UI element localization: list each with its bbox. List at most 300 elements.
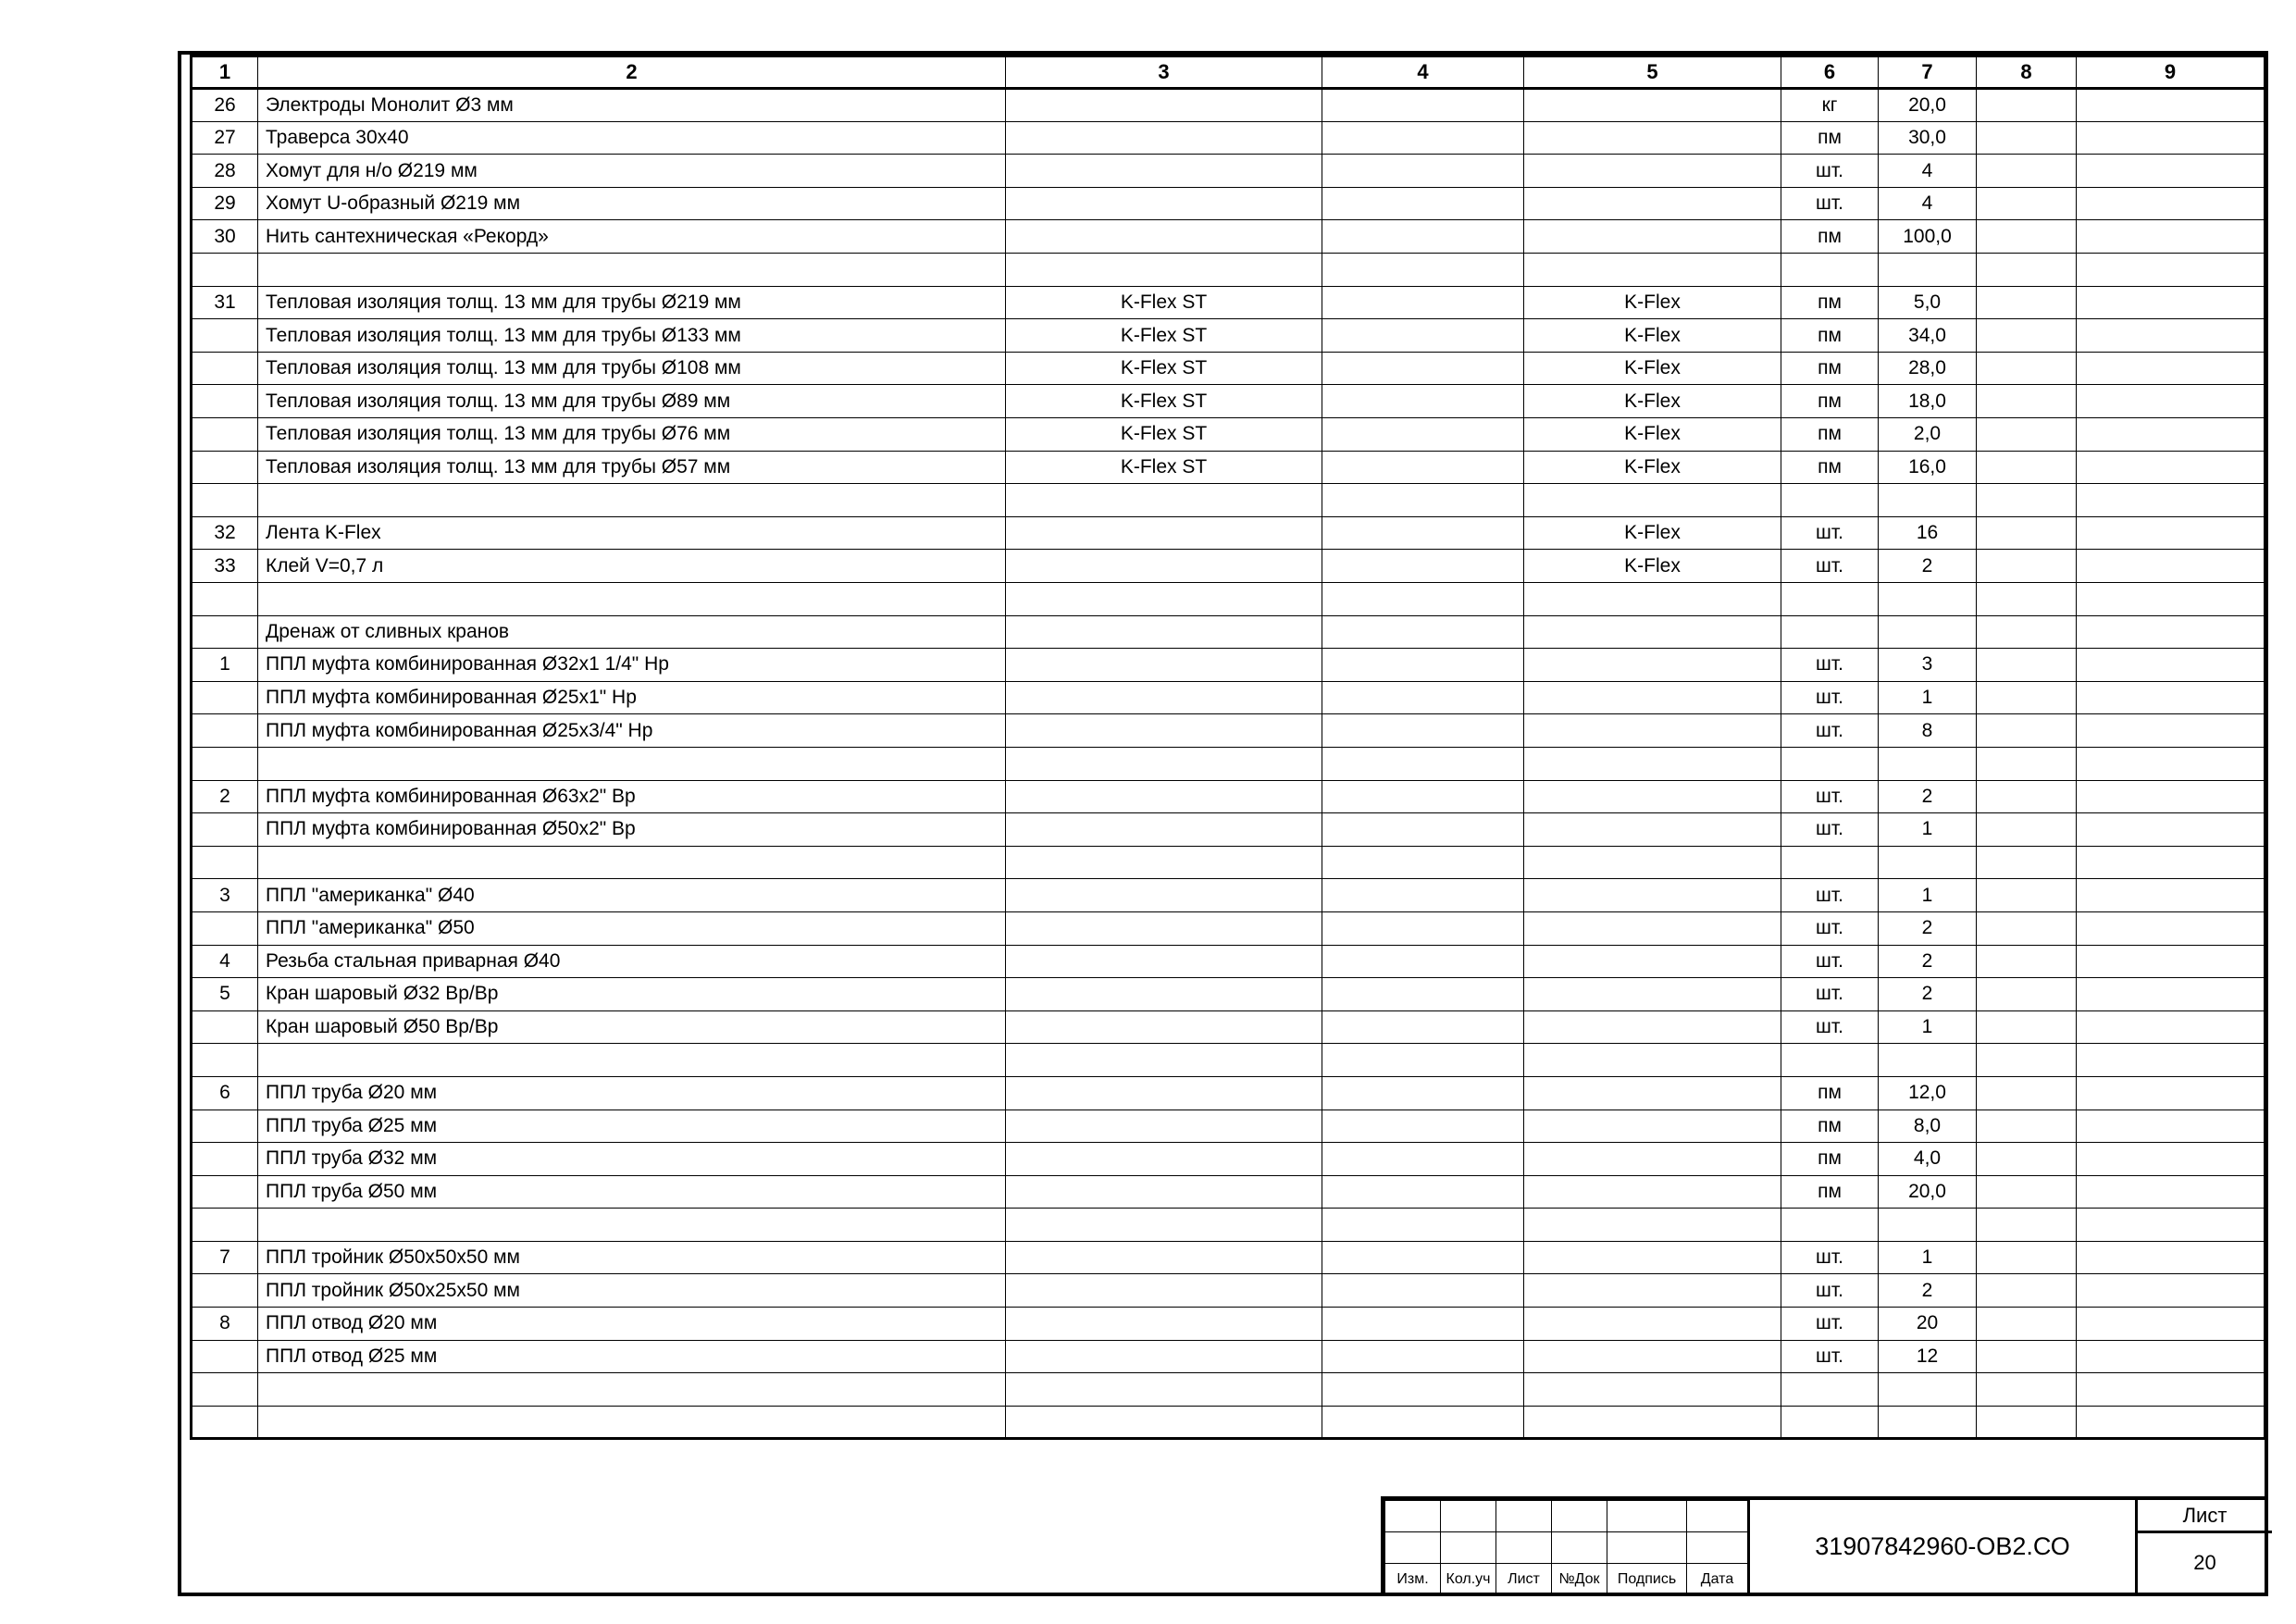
table-cell: [1781, 846, 1879, 879]
table-cell: [192, 451, 258, 484]
table-cell: [2077, 1241, 2265, 1274]
table-cell: [2077, 1110, 2265, 1143]
table-cell: [1322, 484, 1524, 517]
table-cell: [2077, 121, 2265, 155]
table-cell: ППЛ муфта комбинированная Ø32х1 1/4" Нр: [258, 649, 1006, 682]
table-cell: [1006, 220, 1322, 254]
table-cell: [1322, 352, 1524, 385]
table-cell: [2077, 1373, 2265, 1407]
table-cell: 2: [1879, 911, 1977, 945]
table-cell: [1322, 516, 1524, 550]
table-cell: [1006, 1274, 1322, 1308]
table-cell: [1524, 121, 1781, 155]
table-row: [192, 649, 2265, 682]
table-cell: [1322, 911, 1524, 945]
table-cell: шт.: [1781, 879, 1879, 912]
revision-label: Кол.уч: [1441, 1564, 1496, 1596]
table-cell: [1977, 1044, 2077, 1077]
table-cell: пм: [1781, 121, 1879, 155]
table-cell: 20,0: [1879, 89, 1977, 122]
table-cell: [1322, 1175, 1524, 1209]
table-cell: [1977, 286, 2077, 319]
table-cell: [2077, 583, 2265, 616]
table-cell: шт.: [1781, 1010, 1879, 1044]
table-cell: [1006, 1044, 1322, 1077]
table-cell: [192, 1143, 258, 1176]
table-cell: 30: [192, 220, 258, 254]
table-cell: [1977, 155, 2077, 188]
table-cell: [1977, 1209, 2077, 1242]
table-cell: [1524, 747, 1781, 780]
table-cell: [1322, 418, 1524, 452]
table-cell: [1322, 1274, 1524, 1308]
table-cell: [2077, 1340, 2265, 1373]
table-cell: кг: [1781, 89, 1879, 122]
table-cell: 100,0: [1879, 220, 1977, 254]
table-row: [192, 1209, 2265, 1242]
table-cell: 12,0: [1879, 1076, 1977, 1110]
table-cell: [1322, 89, 1524, 122]
header-row: [192, 56, 2265, 89]
table-cell: шт.: [1781, 681, 1879, 714]
table-cell: ППЛ труба Ø50 мм: [258, 1175, 1006, 1209]
table-cell: [1781, 1044, 1879, 1077]
table-cell: шт.: [1781, 550, 1879, 583]
table-cell: [1879, 1044, 1977, 1077]
table-cell: [192, 319, 258, 353]
table-cell: Резьба стальная приварная Ø40: [258, 945, 1006, 978]
table-cell: Дренаж от сливных кранов: [258, 615, 1006, 649]
table-cell: Лента K-Flex: [258, 516, 1006, 550]
table-cell: ППЛ тройник Ø50х50х50 мм: [258, 1241, 1006, 1274]
table-cell: пм: [1781, 1143, 1879, 1176]
table-cell: [192, 747, 258, 780]
table-row: [192, 516, 2265, 550]
table-row: [192, 911, 2265, 945]
table-cell: [2077, 615, 2265, 649]
column-header-2: 2: [258, 56, 1006, 89]
table-cell: 8: [1879, 714, 1977, 748]
table-cell: [192, 418, 258, 452]
table-cell: 1: [192, 649, 258, 682]
table-cell: [2077, 813, 2265, 847]
table-cell: [2077, 352, 2265, 385]
table-cell: [1524, 1209, 1781, 1242]
table-row: [192, 1373, 2265, 1407]
table-cell: [1977, 714, 2077, 748]
table-cell: [1977, 1373, 2077, 1407]
table-cell: [1977, 649, 2077, 682]
table-cell: [1781, 1406, 1879, 1439]
table-cell: [192, 1044, 258, 1077]
table-cell: [1006, 121, 1322, 155]
table-cell: пм: [1781, 385, 1879, 418]
table-cell: [1977, 945, 2077, 978]
sheet-label: Лист: [2138, 1500, 2272, 1533]
table-cell: 12: [1879, 1340, 1977, 1373]
table-cell: [1977, 352, 2077, 385]
table-cell: [1977, 484, 2077, 517]
table-cell: пм: [1781, 451, 1879, 484]
table-cell: [1977, 1308, 2077, 1341]
table-cell: [1006, 747, 1322, 780]
table-cell: 27: [192, 121, 258, 155]
table-cell: Электроды Монолит Ø3 мм: [258, 89, 1006, 122]
table-cell: [1524, 583, 1781, 616]
table-cell: [192, 1340, 258, 1373]
table-cell: [2077, 319, 2265, 353]
table-row: [192, 1044, 2265, 1077]
table-cell: [1322, 187, 1524, 220]
table-cell: [1524, 220, 1781, 254]
table-cell: [1879, 615, 1977, 649]
table-cell: пм: [1781, 418, 1879, 452]
table-cell: [1322, 747, 1524, 780]
table-cell: K-Flex: [1524, 418, 1781, 452]
table-cell: [1879, 1373, 1977, 1407]
table-cell: [1006, 1209, 1322, 1242]
table-cell: [1977, 516, 2077, 550]
revision-label: Изм.: [1385, 1564, 1441, 1596]
table-cell: [192, 1274, 258, 1308]
table-cell: [1524, 1241, 1781, 1274]
table-cell: [2077, 747, 2265, 780]
table-cell: [1977, 1274, 2077, 1308]
table-cell: [2077, 1044, 2265, 1077]
table-cell: Кран шаровый Ø32 Вр/Вр: [258, 978, 1006, 1011]
table-cell: K-Flex ST: [1006, 418, 1322, 452]
table-cell: [2077, 978, 2265, 1011]
table-row: [192, 1143, 2265, 1176]
table-cell: [2077, 550, 2265, 583]
revision-grid: [1384, 1500, 1748, 1596]
table-cell: ППЛ труба Ø32 мм: [258, 1143, 1006, 1176]
table-cell: [1322, 978, 1524, 1011]
table-cell: [1006, 714, 1322, 748]
table-cell: [1524, 911, 1781, 945]
table-cell: [1006, 1143, 1322, 1176]
table-row: [192, 1241, 2265, 1274]
table-cell: [1322, 945, 1524, 978]
table-cell: [1524, 846, 1781, 879]
table-cell: [2077, 780, 2265, 813]
table-cell: [192, 352, 258, 385]
table-cell: пм: [1781, 286, 1879, 319]
table-cell: Клей V=0,7 л: [258, 550, 1006, 583]
table-cell: [192, 911, 258, 945]
table-cell: 4: [1879, 187, 1977, 220]
table-cell: [1977, 254, 2077, 287]
table-cell: 3: [192, 879, 258, 912]
table-cell: [1524, 978, 1781, 1011]
table-cell: 26: [192, 89, 258, 122]
table-cell: ППЛ муфта комбинированная Ø63х2" Вр: [258, 780, 1006, 813]
table-cell: шт.: [1781, 911, 1879, 945]
table-cell: 31: [192, 286, 258, 319]
table-cell: Тепловая изоляция толщ. 13 мм для трубы Ø219 мм: [258, 286, 1006, 319]
table-cell: [1977, 1406, 2077, 1439]
table-cell: [1006, 1175, 1322, 1209]
table-row: [192, 451, 2265, 484]
table-cell: [1006, 1010, 1322, 1044]
column-header-4: 4: [1322, 56, 1524, 89]
table-row: [192, 89, 2265, 122]
table-cell: [192, 813, 258, 847]
revision-label: Подпись: [1607, 1564, 1687, 1596]
table-cell: [1322, 1076, 1524, 1110]
table-row: [192, 583, 2265, 616]
table-cell: [2077, 220, 2265, 254]
table-cell: Хомут для н/о Ø219 мм: [258, 155, 1006, 188]
table-cell: 2: [1879, 945, 1977, 978]
table-cell: [2077, 1209, 2265, 1242]
table-row: [192, 550, 2265, 583]
table-cell: [1977, 1010, 2077, 1044]
table-cell: [1322, 649, 1524, 682]
table-cell: [1524, 155, 1781, 188]
column-header-3: 3: [1006, 56, 1322, 89]
column-header-9: 9: [2077, 56, 2265, 89]
table-row: [192, 155, 2265, 188]
table-cell: [2077, 187, 2265, 220]
table-cell: [1977, 615, 2077, 649]
table-cell: 29: [192, 187, 258, 220]
table-cell: [1322, 1143, 1524, 1176]
table-cell: [1006, 649, 1322, 682]
table-cell: 5,0: [1879, 286, 1977, 319]
table-cell: [192, 1209, 258, 1242]
sheet-number: 20: [2193, 1551, 2216, 1574]
table-cell: [1977, 879, 2077, 912]
table-cell: [1524, 1406, 1781, 1439]
table-cell: [1006, 254, 1322, 287]
table-cell: [192, 615, 258, 649]
table-cell: [1977, 911, 2077, 945]
table-cell: шт.: [1781, 1340, 1879, 1373]
table-cell: [1781, 1373, 1879, 1407]
table-cell: [192, 1010, 258, 1044]
table-cell: [1781, 1209, 1879, 1242]
table-cell: Тепловая изоляция толщ. 13 мм для трубы Ø108 мм: [258, 352, 1006, 385]
table-cell: 3: [1879, 649, 1977, 682]
table-cell: [2077, 1010, 2265, 1044]
table-cell: шт.: [1781, 187, 1879, 220]
table-cell: 2: [1879, 780, 1977, 813]
table-cell: [258, 846, 1006, 879]
table-cell: [1322, 385, 1524, 418]
table-cell: 4: [192, 945, 258, 978]
table-cell: Тепловая изоляция толщ. 13 мм для трубы Ø133 мм: [258, 319, 1006, 353]
table-cell: K-Flex: [1524, 451, 1781, 484]
table-cell: [1322, 1044, 1524, 1077]
table-cell: [1879, 484, 1977, 517]
table-cell: Хомут U-образный Ø219 мм: [258, 187, 1006, 220]
table-row: [192, 1340, 2265, 1373]
table-cell: [1977, 319, 2077, 353]
table-cell: [1977, 1241, 2077, 1274]
table-row: [192, 220, 2265, 254]
table-cell: шт.: [1781, 155, 1879, 188]
table-cell: [1524, 1076, 1781, 1110]
table-cell: [1006, 1308, 1322, 1341]
table-cell: [1006, 583, 1322, 616]
table-cell: [1524, 649, 1781, 682]
table-row: [192, 945, 2265, 978]
table-cell: шт.: [1781, 516, 1879, 550]
table-cell: Траверса 30х40: [258, 121, 1006, 155]
table-row: [192, 121, 2265, 155]
table-row: [192, 747, 2265, 780]
table-cell: пм: [1781, 319, 1879, 353]
table-cell: 8: [192, 1308, 258, 1341]
table-cell: [1006, 911, 1322, 945]
table-cell: [1006, 615, 1322, 649]
table-cell: [1322, 451, 1524, 484]
table-cell: 1: [1879, 813, 1977, 847]
table-cell: [2077, 879, 2265, 912]
table-row: [192, 615, 2265, 649]
table-cell: [2077, 1175, 2265, 1209]
table-cell: [1322, 220, 1524, 254]
table-cell: шт.: [1781, 1308, 1879, 1341]
table-cell: шт.: [1781, 945, 1879, 978]
table-cell: [192, 846, 258, 879]
table-row: [192, 319, 2265, 353]
table-row: [192, 813, 2265, 847]
table-cell: [1322, 121, 1524, 155]
table-cell: [258, 583, 1006, 616]
revision-labels-row: [1385, 1564, 1748, 1596]
table-cell: 2,0: [1879, 418, 1977, 452]
table-cell: [1977, 187, 2077, 220]
table-header: [192, 56, 2265, 89]
table-cell: [1322, 780, 1524, 813]
table-cell: [1322, 286, 1524, 319]
table-cell: [1977, 418, 2077, 452]
table-row: [192, 1308, 2265, 1341]
table-cell: [1977, 1076, 2077, 1110]
table-cell: 2: [1879, 550, 1977, 583]
table-cell: 30,0: [1879, 121, 1977, 155]
table-row: [192, 714, 2265, 748]
title-block: [1381, 1496, 2268, 1596]
table-cell: [1781, 484, 1879, 517]
table-cell: [1006, 780, 1322, 813]
table-cell: ППЛ "американка" Ø50: [258, 911, 1006, 945]
table-cell: [1879, 747, 1977, 780]
table-cell: [192, 714, 258, 748]
table-cell: [2077, 451, 2265, 484]
table-cell: [192, 1110, 258, 1143]
table-cell: ППЛ отвод Ø25 мм: [258, 1340, 1006, 1373]
table-cell: [1977, 220, 2077, 254]
revision-row: [1385, 1501, 1748, 1532]
table-cell: ППЛ муфта комбинированная Ø25х3/4" Нр: [258, 714, 1006, 748]
table-cell: ППЛ отвод Ø20 мм: [258, 1308, 1006, 1341]
table-cell: [258, 484, 1006, 517]
table-cell: [192, 254, 258, 287]
table-cell: шт.: [1781, 1241, 1879, 1274]
table-cell: 32: [192, 516, 258, 550]
table-cell: K-Flex: [1524, 550, 1781, 583]
table-cell: [1977, 978, 2077, 1011]
table-cell: Тепловая изоляция толщ. 13 мм для трубы Ø89 мм: [258, 385, 1006, 418]
specification-table: [190, 54, 2266, 1440]
table-row: [192, 286, 2265, 319]
table-cell: 4: [1879, 155, 1977, 188]
table-cell: [1977, 813, 2077, 847]
table-cell: шт.: [1781, 714, 1879, 748]
table-cell: [1781, 254, 1879, 287]
table-cell: ППЛ "американка" Ø40: [258, 879, 1006, 912]
table-cell: [1524, 1373, 1781, 1407]
table-cell: 8,0: [1879, 1110, 1977, 1143]
table-cell: [1006, 550, 1322, 583]
table-cell: [1879, 846, 1977, 879]
table-cell: 20,0: [1879, 1175, 1977, 1209]
table-cell: [1977, 1175, 2077, 1209]
table-cell: [1524, 1308, 1781, 1341]
table-cell: [2077, 846, 2265, 879]
table-cell: [1977, 583, 2077, 616]
table-cell: [1322, 1209, 1524, 1242]
table-row: [192, 681, 2265, 714]
table-cell: [1006, 846, 1322, 879]
table-cell: [2077, 385, 2265, 418]
table-cell: шт.: [1781, 649, 1879, 682]
table-cell: K-Flex ST: [1006, 319, 1322, 353]
table-row: [192, 1274, 2265, 1308]
table-cell: [1006, 681, 1322, 714]
table-cell: [1977, 681, 2077, 714]
table-cell: [1006, 1110, 1322, 1143]
table-cell: K-Flex: [1524, 352, 1781, 385]
table-row: [192, 1110, 2265, 1143]
table-cell: [192, 385, 258, 418]
table-cell: [1006, 945, 1322, 978]
table-cell: ППЛ труба Ø20 мм: [258, 1076, 1006, 1110]
table-cell: ППЛ муфта комбинированная Ø50х2" Вр: [258, 813, 1006, 847]
table-cell: 1: [1879, 681, 1977, 714]
table-row: [192, 780, 2265, 813]
table-cell: [1322, 615, 1524, 649]
table-cell: [258, 1209, 1006, 1242]
table-cell: шт.: [1781, 780, 1879, 813]
table-cell: [1322, 155, 1524, 188]
table-cell: [2077, 286, 2265, 319]
table-cell: [1322, 319, 1524, 353]
table-cell: [2077, 155, 2265, 188]
table-cell: [1977, 1143, 2077, 1176]
table-cell: [1524, 484, 1781, 517]
table-row: [192, 978, 2265, 1011]
table-body: [192, 89, 2265, 1439]
table-cell: [2077, 254, 2265, 287]
table-cell: ППЛ тройник Ø50х25х50 мм: [258, 1274, 1006, 1308]
table-cell: пм: [1781, 1110, 1879, 1143]
table-cell: 1: [1879, 879, 1977, 912]
table-cell: 18,0: [1879, 385, 1977, 418]
table-cell: [1006, 813, 1322, 847]
table-cell: [1977, 385, 2077, 418]
table-cell: [1524, 89, 1781, 122]
table-cell: 6: [192, 1076, 258, 1110]
table-cell: [1322, 1406, 1524, 1439]
table-cell: [2077, 649, 2265, 682]
table-cell: [1322, 1010, 1524, 1044]
table-cell: 7: [192, 1241, 258, 1274]
table-cell: [2077, 714, 2265, 748]
